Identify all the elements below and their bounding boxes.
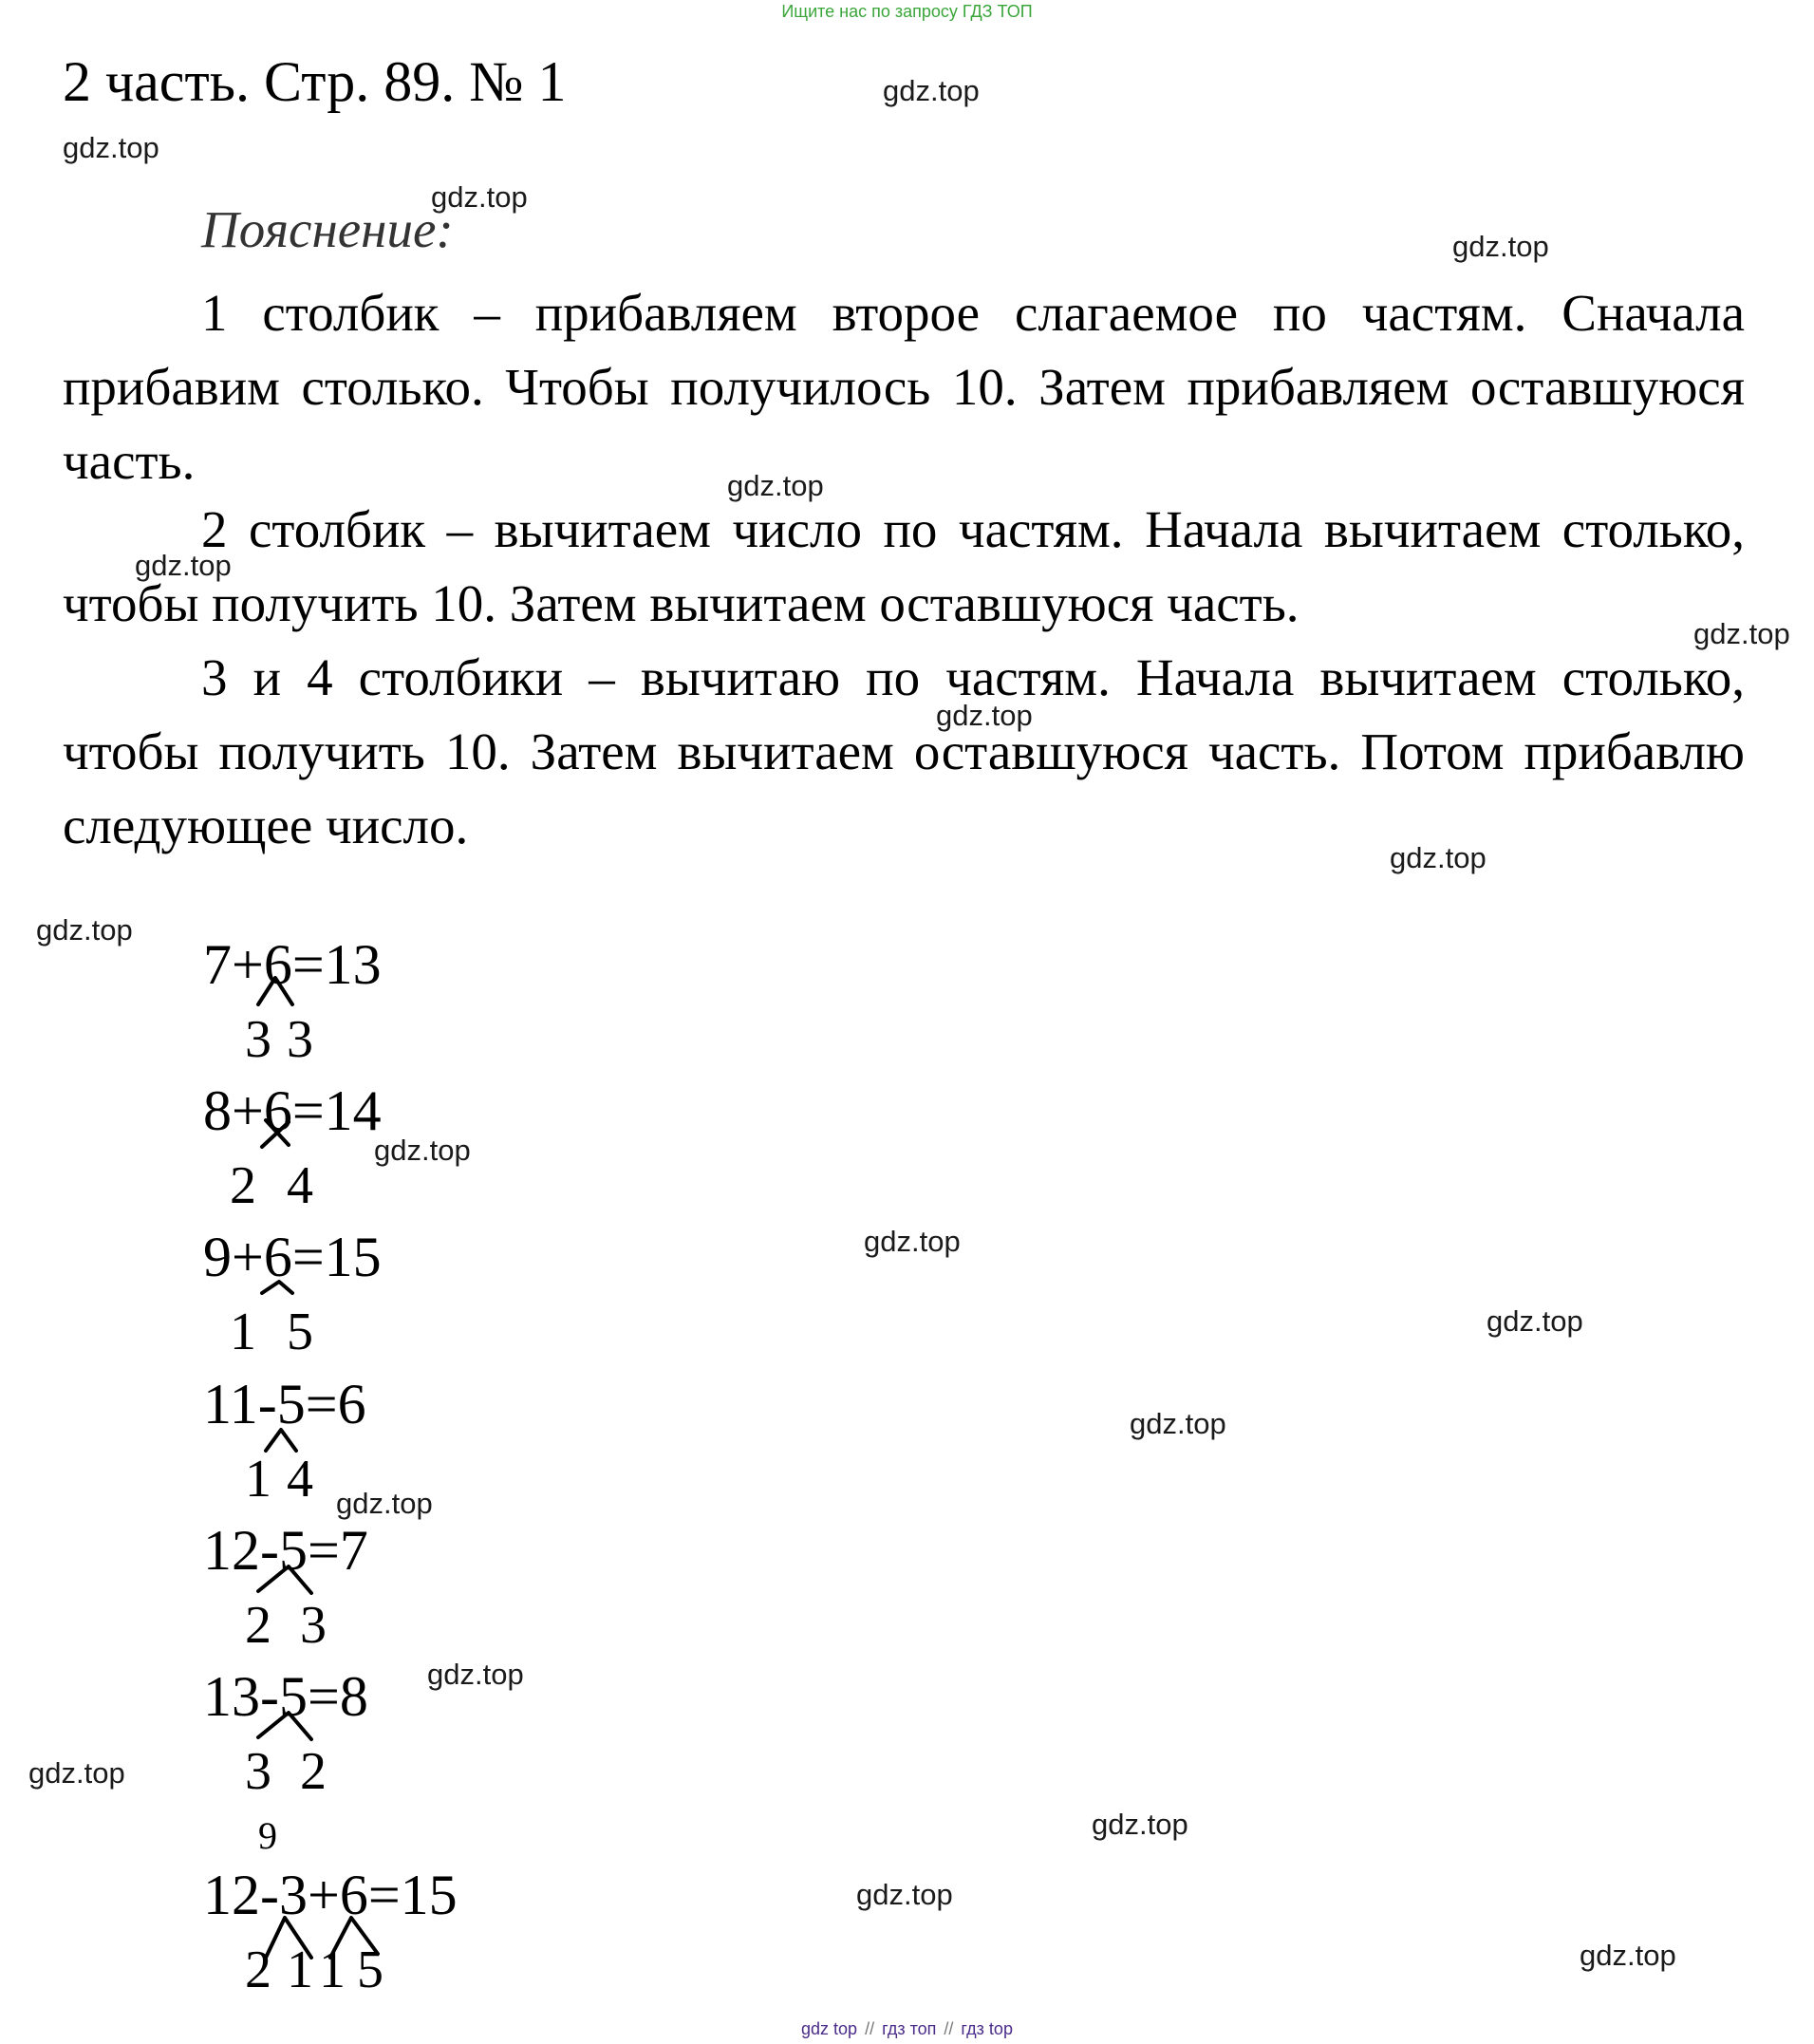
example-7-part-c: 1 <box>319 1941 346 1999</box>
watermark: gdz.top <box>1452 230 1549 263</box>
example-2-expression: 8+6=14 <box>203 1079 382 1142</box>
watermark: gdz.top <box>374 1134 471 1167</box>
example-3-expression: 9+6=15 <box>203 1226 382 1288</box>
split-mark-3 <box>262 1282 292 1293</box>
example-6-expression: 13-5=8 <box>203 1665 368 1728</box>
example-3-part-b: 5 <box>287 1303 313 1361</box>
footer-item: gdz top <box>801 2019 858 2038</box>
footer-separator: // <box>865 2019 875 2038</box>
watermark: gdz.top <box>135 549 232 582</box>
watermark: gdz.top <box>856 1878 953 1911</box>
example-2-part-b: 4 <box>287 1156 313 1215</box>
example-4-part-a: 1 <box>245 1450 271 1509</box>
split-mark-5 <box>258 1566 311 1593</box>
paragraph-2: 2 столбик – вычитаем число по частям. Начала вычитаем столько, чтобы получить 10. Затем вычитаем оставшуюся часть. <box>63 500 1745 632</box>
example-5-part-b: 3 <box>300 1596 327 1655</box>
footer-banner <box>0 2019 1814 2039</box>
example-2-part-a: 2 <box>230 1156 256 1215</box>
split-mark-1 <box>258 978 292 1004</box>
split-mark-7b <box>330 1918 378 1958</box>
page-title: 2 часть. Стр. 89. № 1 <box>63 50 567 113</box>
watermark: gdz.top <box>427 1658 524 1691</box>
example-1-part-b: 3 <box>287 1010 313 1069</box>
watermark: gdz.top <box>336 1487 433 1520</box>
explanation-heading: Пояснение: <box>201 200 454 258</box>
example-1-expression: 7+6=13 <box>203 933 382 996</box>
example-4-part-b: 4 <box>287 1450 313 1509</box>
paragraph-3: 3 и 4 столбики – вычитаю по частям. Начала вычитаем столько, чтобы получить 10. Затем вычитаем оставшуюся часть. Потом прибавлю следующее число. <box>63 648 1745 854</box>
split-mark-4 <box>266 1430 296 1451</box>
watermark: gdz.top <box>883 74 980 107</box>
watermark: gdz.top <box>1487 1304 1583 1338</box>
example-6-part-a: 3 <box>245 1742 271 1801</box>
example-3-part-a: 1 <box>230 1303 256 1361</box>
watermark: gdz.top <box>1693 617 1790 650</box>
footer-item: гдз топ <box>882 2019 937 2038</box>
example-5-part-a: 2 <box>245 1596 271 1655</box>
watermark: gdz.top <box>727 469 824 502</box>
watermark: gdz.top <box>63 131 159 164</box>
example-6-part-b: 2 <box>300 1742 327 1801</box>
watermark: gdz.top <box>1130 1407 1226 1440</box>
example-7-intermediate: 9 <box>258 1814 277 1857</box>
watermark: gdz.top <box>36 913 133 947</box>
example-7-part-a: 2 <box>245 1941 271 1999</box>
footer-item: гдз top <box>961 2019 1013 2038</box>
example-7-part-d: 5 <box>357 1941 383 1999</box>
watermark: gdz.top <box>431 180 528 214</box>
watermark: gdz.top <box>1580 1939 1676 1972</box>
example-4-expression: 11-5=6 <box>203 1373 366 1435</box>
example-1-part-a: 3 <box>245 1010 271 1069</box>
watermark: gdz.top <box>28 1756 125 1790</box>
watermark: gdz.top <box>1390 841 1487 874</box>
paragraph-1: 1 столбик – прибавляем второе слагаемое по частям. Сначала прибавим столько. Чтобы получилось 10. Затем прибавляем оставшуюся часть. <box>63 284 1745 490</box>
split-mark-6 <box>258 1713 311 1739</box>
watermark: gdz.top <box>1092 1808 1188 1841</box>
footer-separator: // <box>944 2019 954 2038</box>
example-5-expression: 12-5=7 <box>203 1519 368 1582</box>
watermark: gdz.top <box>936 699 1033 732</box>
example-7-part-b: 1 <box>287 1941 313 1999</box>
split-mark-7a <box>266 1918 311 1958</box>
split-mark-2 <box>262 1120 289 1147</box>
example-7-expression: 12-3+6=15 <box>203 1864 458 1926</box>
watermark: gdz.top <box>864 1225 961 1258</box>
header-banner: Ищите нас по запросу ГДЗ ТОП <box>781 2 1033 21</box>
